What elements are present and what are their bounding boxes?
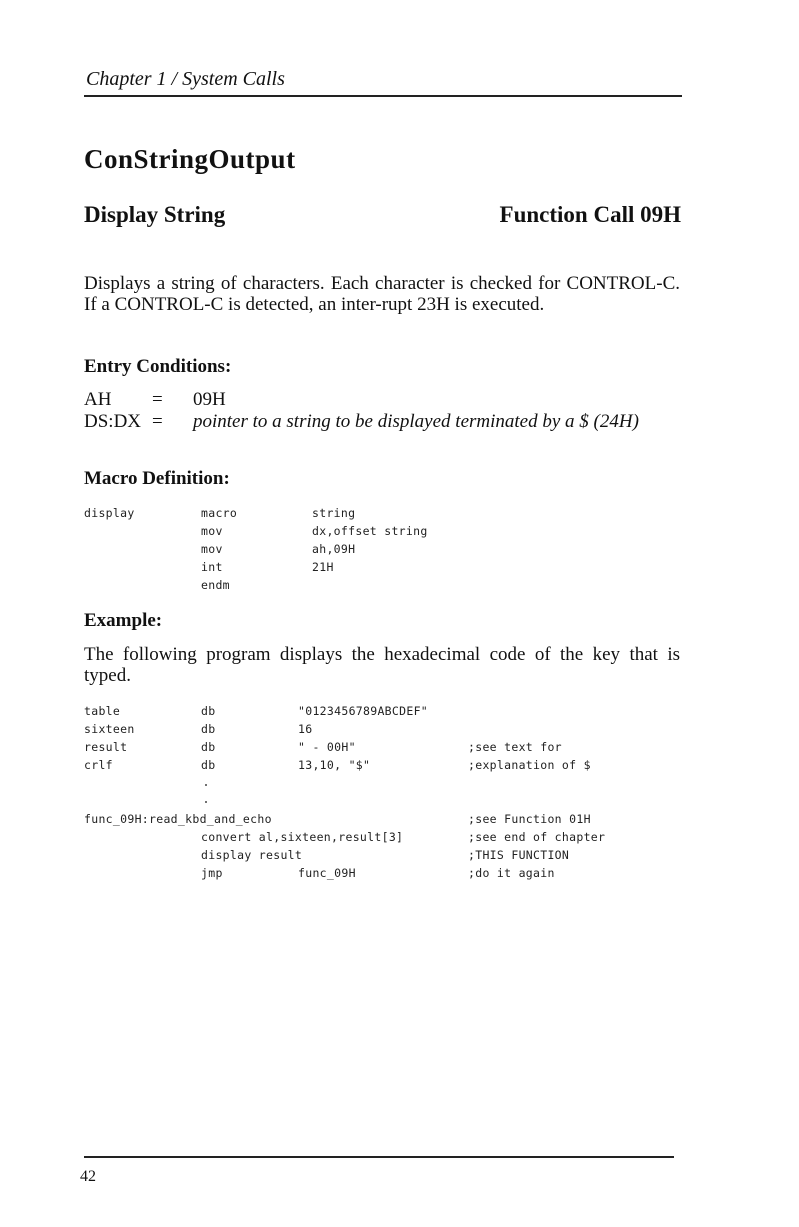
register-name: DS:DX <box>84 411 142 432</box>
code-comment: ;see end of chapter <box>468 830 606 844</box>
register-equals: = <box>152 389 163 410</box>
ellipsis-dot <box>205 801 207 803</box>
page-number: 42 <box>80 1168 96 1185</box>
description-paragraph: Displays a string of characters. Each character is checked for CONTROL-C. If a CONTROL-C is detected, an inter-rupt 23H is executed. <box>84 273 680 315</box>
macro-arg: dx,offset string <box>312 524 428 538</box>
macro-arg: ah,09H <box>312 542 356 556</box>
register-name: AH <box>84 389 112 410</box>
code-op: display result <box>201 848 303 862</box>
code-op: db <box>201 758 216 772</box>
code-comment: ;explanation of $ <box>468 758 591 772</box>
code-label: result <box>84 740 128 754</box>
code-label: table <box>84 704 121 718</box>
macro-op: mov <box>201 524 223 538</box>
code-arg: 13,10, "$" <box>298 758 371 772</box>
example-intro: The following program displays the hexadecimal code of the key that is typed. <box>84 644 680 686</box>
macro-label: display <box>84 506 135 520</box>
code-op: jmp <box>201 866 223 880</box>
macro-op: mov <box>201 542 223 556</box>
macro-arg: string <box>312 506 356 520</box>
code-comment: ;see text for <box>468 740 562 754</box>
code-arg: 16 <box>298 722 313 736</box>
chapter-header: Chapter 1 / System Calls <box>86 68 285 90</box>
macro-op: int <box>201 560 223 574</box>
register-description: pointer to a string to be displayed terminated by a $ (24H) <box>193 411 639 432</box>
header-rule <box>84 95 682 97</box>
example-heading: Example: <box>84 610 163 631</box>
code-label: crlf <box>84 758 113 772</box>
code-op: db <box>201 740 216 754</box>
macro-definition-heading: Macro Definition: <box>84 468 230 489</box>
code-arg: func_09H <box>298 866 356 880</box>
code-label: sixteen <box>84 722 135 736</box>
code-op: convert al,sixteen,result[3] <box>201 830 404 844</box>
code-op: db <box>201 704 216 718</box>
macro-arg: 21H <box>312 560 334 574</box>
macro-op: macro <box>201 506 238 520</box>
code-comment: ;see Function 01H <box>468 812 591 826</box>
ellipsis-dot <box>205 784 207 786</box>
footer-rule <box>84 1156 674 1158</box>
code-comment: ;THIS FUNCTION <box>468 848 570 862</box>
page-title: ConStringOutput <box>84 144 296 174</box>
function-call-number: Function Call 09H <box>499 202 681 227</box>
macro-op: endm <box>201 578 230 592</box>
code-comment: ;do it again <box>468 866 555 880</box>
code-label: func_09H:read_kbd_and_echo <box>84 812 272 826</box>
register-equals: = <box>152 411 163 432</box>
entry-conditions-heading: Entry Conditions: <box>84 356 232 377</box>
code-arg: " - 00H" <box>298 740 356 754</box>
code-op: db <box>201 722 216 736</box>
code-arg: "0123456789ABCDEF" <box>298 704 429 718</box>
function-subtitle: Display String <box>84 202 226 227</box>
register-value: 09H <box>193 389 226 410</box>
